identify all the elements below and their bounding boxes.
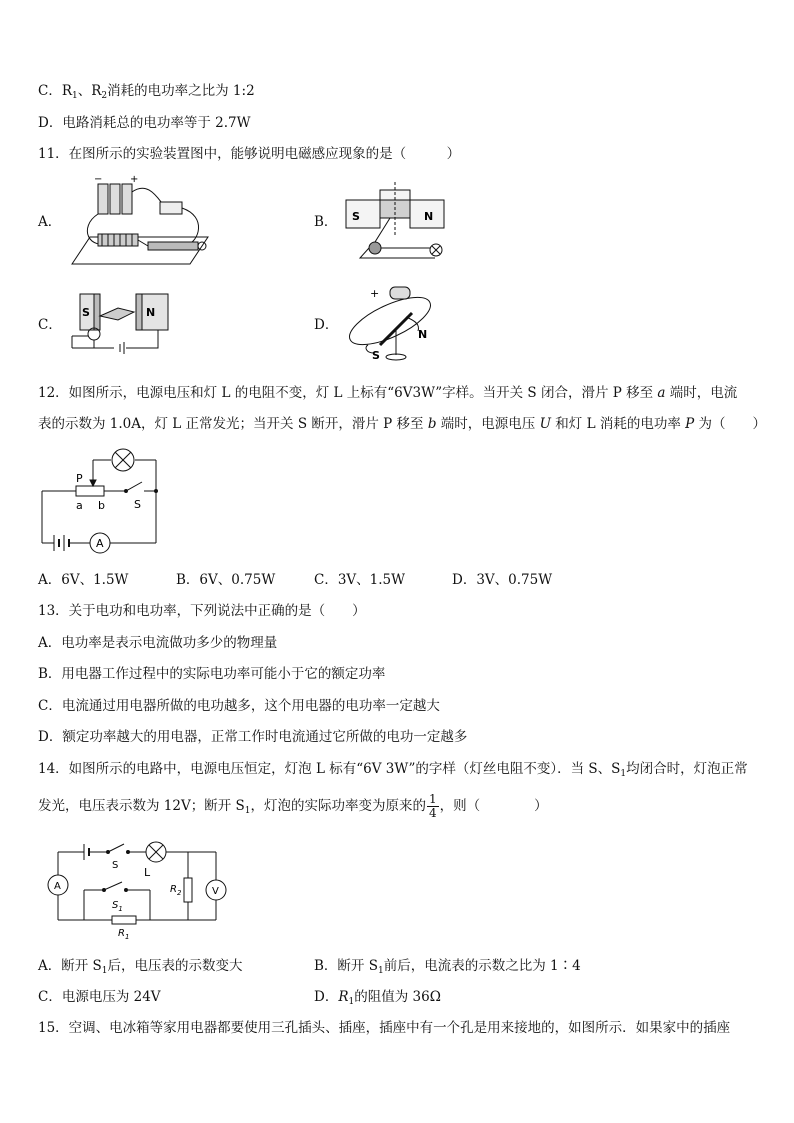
q11-figure-c-s: S	[82, 306, 90, 319]
q14-option-c: C．电源电压为 24V	[38, 989, 161, 1005]
q11-figure-c	[68, 290, 178, 358]
q13-option-a: A．电功率是表示电流做功多少的物理量	[38, 635, 278, 651]
q12-circuit-figure	[38, 446, 163, 556]
q11-figure-d-n: N	[418, 328, 428, 341]
q10-option-c: C．$R_1$、$R_2$消耗的电功率之比为 1:2	[38, 83, 255, 101]
q13-option-c: C．电流通过用电器所做的电功越多，这个用电器的电功率一定越大	[38, 698, 440, 714]
q13-option-d: D．额定功率越大的用电器，正常工作时电流通过它所做的电功一定越多	[38, 729, 468, 745]
q11-label-c: C．	[38, 317, 62, 333]
q11-figure-b-n: N	[424, 210, 434, 223]
q14-option-b: B．断开 $S_1$前后，电流表的示数之比为 1∶4	[314, 958, 581, 976]
q14-circuit-figure	[44, 838, 234, 940]
q12-stem-line1: 12．如图所示，电源电压和灯 L 的电阻不变，灯 L 上标有“6V3W”字样。当开关 S 闭合，滑片 P 移至 a 端时，电流	[38, 385, 738, 401]
q14-figure-label-s1: $S_1$	[112, 900, 123, 913]
q14-fraction: $\frac{1}{4}$	[429, 792, 437, 820]
q12-figure-label-a: a	[76, 499, 83, 512]
q13-option-b: B．用电器工作过程中的实际电功率可能小于它的额定功率	[38, 666, 386, 682]
q11-figure-b	[340, 180, 460, 266]
q11-label-d: D．	[314, 317, 339, 333]
q13-stem: 13．关于电功和电功率，下列说法中正确的是（ ）	[38, 603, 366, 619]
q11-figure-a	[68, 172, 218, 272]
q12-option-d: D．3V、0.75W	[452, 572, 553, 588]
q14-option-a: A．断开 $S_1$后，电压表的示数变大	[38, 958, 243, 976]
q12-figure-label-s: S	[134, 498, 141, 511]
q11-figure-c-n: N	[146, 306, 156, 319]
q11-figure-d	[340, 283, 440, 365]
q12-option-c: C．3V、1.5W	[314, 572, 406, 588]
q12-figure-ammeter: A	[96, 537, 104, 550]
q12-stem-line2: 表的示数为 1.0A，灯 L 正常发光；当开关 S 断开，滑片 P 移至 b 端时，电源电压 U 和灯 L 消耗的电功率 P 为（ ）	[38, 416, 767, 432]
q11-label-a: A．	[38, 214, 62, 230]
q14-figure-label-l: L	[144, 866, 151, 879]
q14-figure-label-r2: $R_2$	[170, 884, 182, 897]
q11-figure-d-plus: +	[370, 287, 380, 300]
q12-option-b: B．6V、0.75W	[176, 572, 276, 588]
q11-figure-a-minus: −	[94, 174, 103, 185]
q10-option-d: D．电路消耗总的电功率等于 2.7W	[38, 115, 251, 131]
q14-stem-line1: 14．如图所示的电路中，电源电压恒定，灯泡 L 标有“6V 3W”的字样（灯丝电阻不变）．当 S、$S_1$均闭合时，灯泡正常	[38, 761, 748, 779]
q14-figure-label-s: S	[112, 860, 119, 871]
q12-figure-label-p: P	[76, 472, 83, 485]
q11-stem: 11．在图所示的实验装置图中，能够说明电磁感应现象的是（ ）	[38, 146, 461, 162]
q15-stem: 15．空调、电冰箱等家用电器都要使用三孔插头、插座，插座中有一个孔是用来接地的，如图所示．如果家中的插座	[38, 1020, 731, 1036]
q14-option-d: D．$R_1$的阻值为 36Ω	[314, 989, 441, 1007]
q14-stem-line2: 发光，电压表示数为 12V；断开 $S_1$，灯泡的实际功率变为原来的 $\frac{1}{4}$ ，则（ ）	[38, 792, 548, 820]
q14-figure-ammeter: A	[54, 881, 61, 892]
q14-figure-voltmeter: V	[212, 886, 219, 897]
q14-figure-label-r1: $R_1$	[118, 928, 130, 940]
q11-figure-b-s: S	[352, 210, 360, 223]
q11-figure-a-plus: +	[130, 174, 139, 185]
q11-figure-d-s: S	[372, 349, 380, 362]
q12-figure-label-b: b	[98, 499, 105, 512]
q12-option-a: A．6V、1.5W	[38, 572, 129, 588]
q11-label-b: B．	[314, 214, 338, 230]
